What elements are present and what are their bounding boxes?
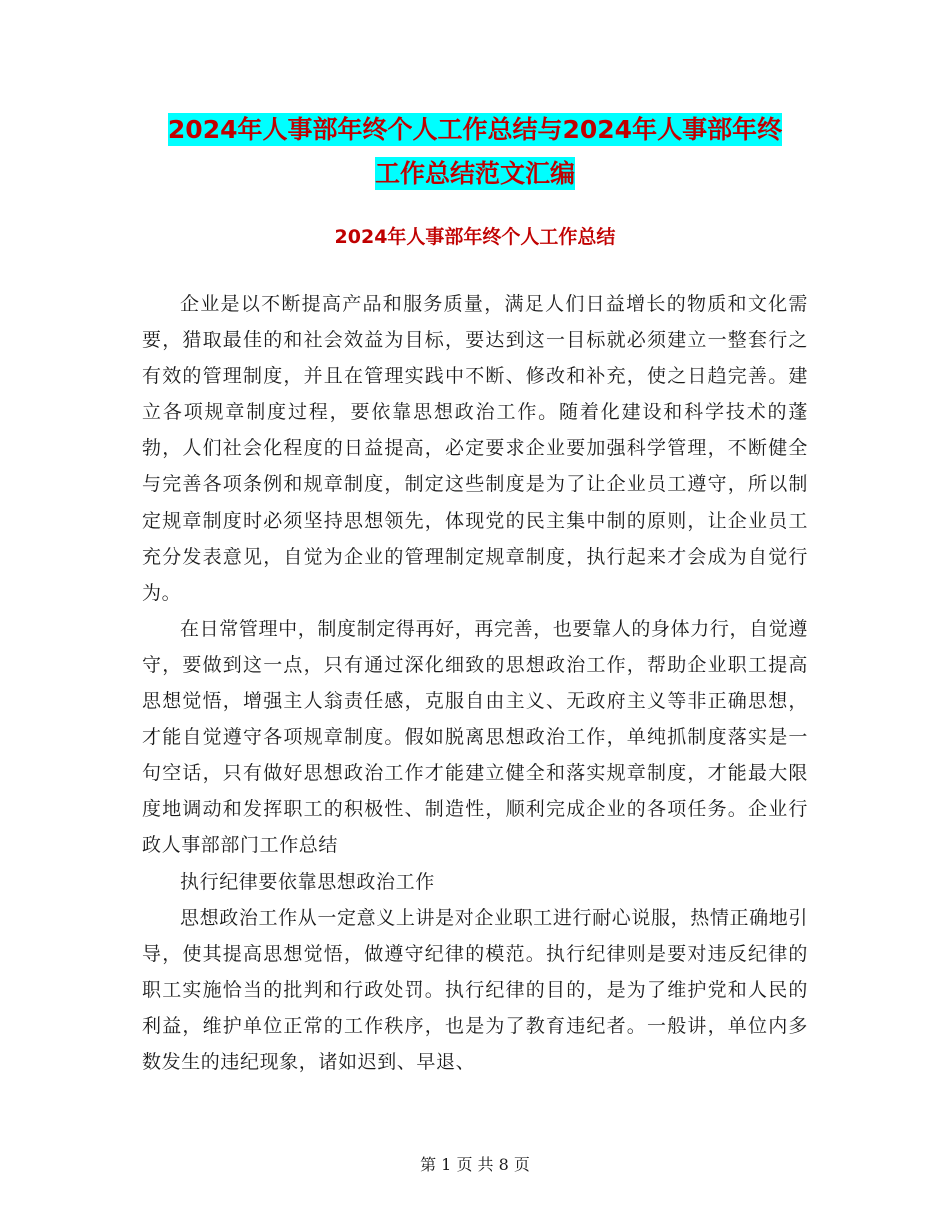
paragraph: 执行纪律要依靠思想政治工作 <box>180 870 435 893</box>
title-line-1: 2024年人事部年终个人工作总结与2024年人事部年终 <box>167 115 783 144</box>
paragraph: 企业是以不断提高产品和服务质量，满足人们日益增长的物质和文化需要，猎取最佳的和社会效益为目标，要达到这一目标就必须建立一整套行之有效的管理制度，并且在管理实践中不断、修改和补充，使之日趋完善。建立各项规章制度过程，要依靠思想政治工作。随着化建设和科学技术的蓬勃，人们社会化程度的日益提高，必定要求企业要加强科学管理，不断健全与完善各项条例和规章制度，制定这些制度是为了让企业员工遵守，所以制定规章制度时必须坚持思想领先，体现党的民主集中制的原则，让企业员工充分发表意见，自觉为企业的管理制定规章制度，执行起来才会成为自觉行为。 <box>142 293 808 604</box>
paragraph: 思想政治工作从一定意义上讲是对企业职工进行耐心说服，热情正确地引导，使其提高思想觉悟，做遵守纪律的模范。执行纪律则是要对违反纪律的职工实施恰当的批判和行政处罚。执行纪律的目的，是为了维护党和人民的利益，维护单位正常的工作秩序，也是为了教育违纪者。一般讲，单位内多数发生的违纪现象，诸如迟到、早退、 <box>142 906 808 1073</box>
page-number-footer: 第 1 页 共 8 页 <box>420 1155 530 1174</box>
document-title <box>0 108 950 196</box>
section-title: 2024年人事部年终个人工作总结 <box>334 226 616 248</box>
document-body <box>142 286 808 1080</box>
paragraph: 在日常管理中，制度制定得再好，再完善，也要靠人的身体力行，自觉遵守，要做到这一点，只有通过深化细致的思想政治工作，帮助企业职工提高思想觉悟，增强主人翁责任感，克服自由主义、无政府主义等非正确思想，才能自觉遵守各项规章制度。假如脱离思想政治工作，单纯抓制度落实是一句空话，只有做好思想政治工作才能建立健全和落实规章制度，才能最大限度地调动和发挥职工的积极性、制造性，顺利完成企业的各项任务。企业行政人事部部门工作总结 <box>142 617 808 857</box>
title-line-2: 工作总结范文汇编 <box>374 159 575 188</box>
